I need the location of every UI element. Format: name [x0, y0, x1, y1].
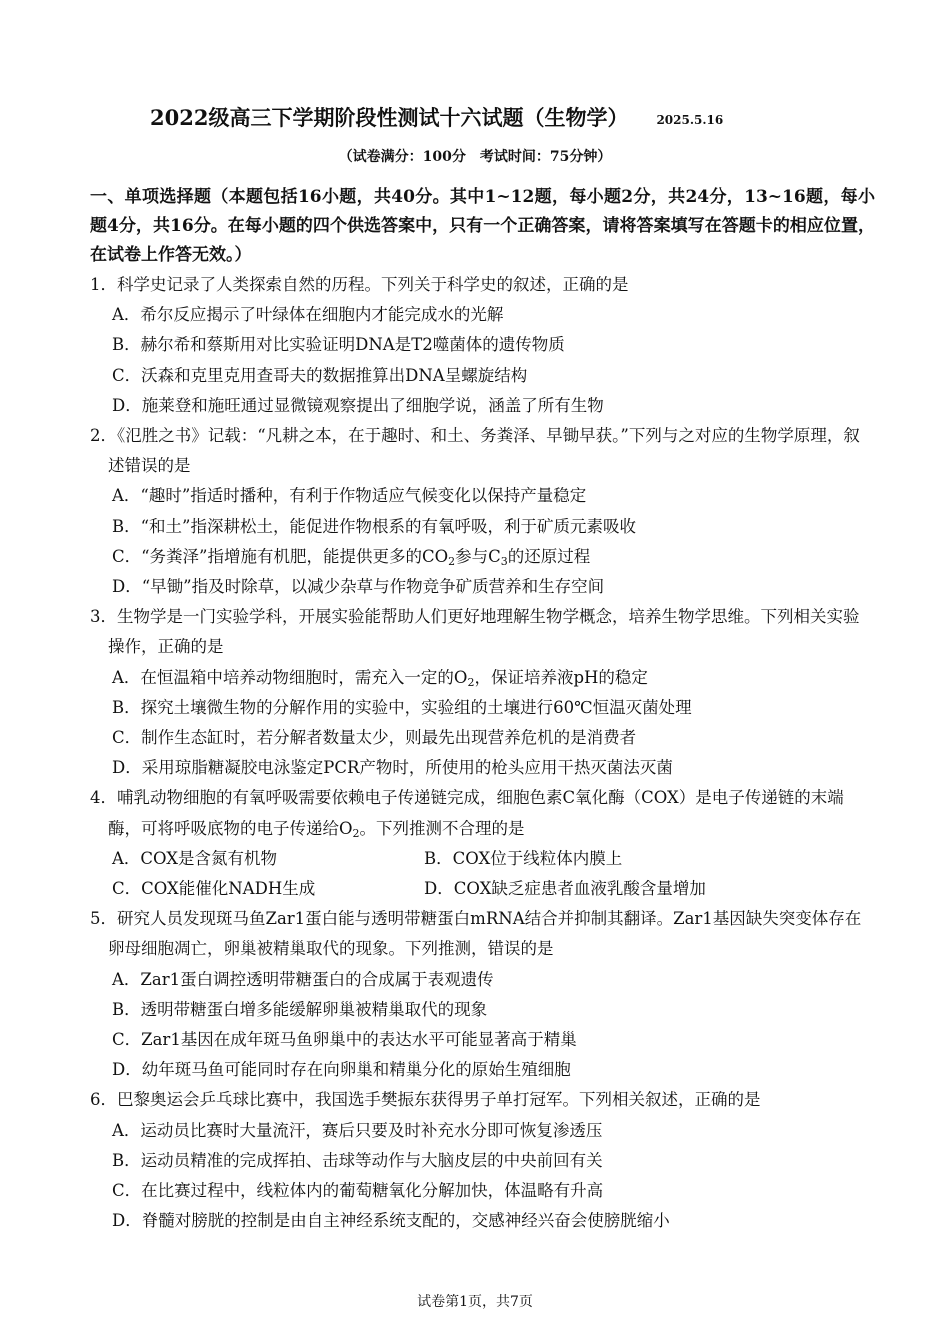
option-b: B．运动员精准的完成挥拍、击球等动作与大脑皮层的中央前回有关 — [112, 1150, 603, 1170]
question-4 — [90, 783, 875, 904]
option-b: B．赫尔希和蔡斯用对比实验证明DNA是T2噬菌体的遗传物质 — [112, 335, 565, 355]
exam-content — [90, 183, 875, 1237]
page-footer: 试卷第1页，共7页 — [417, 1294, 533, 1310]
option-a: A．Zar1蛋白调控透明带糖蛋白的合成属于表观遗传 — [112, 969, 494, 989]
option-d: D．COX缺乏症患者血液乳酸含量增加 — [424, 879, 706, 899]
question-stem: 6．巴黎奥运会乒乓球比赛中，我国选手樊振东获得男子单打冠军。下列相关叙述，正确的是 — [90, 1090, 761, 1110]
option-a: A．在恒温箱中培养动物细胞时，需充入一定的$O_2$，保证培养液pH的稳定 — [112, 667, 648, 689]
option-c: C．沃森和克里克用查哥夫的数据推算出DNA呈螺旋结构 — [112, 365, 528, 385]
option-c: C．COX能催化NADH生成 — [112, 879, 316, 899]
question-5 — [90, 904, 875, 1085]
option-row — [90, 874, 875, 904]
exam-title — [150, 102, 810, 132]
option-d: D．脊髓对膀胱的控制是由自主神经系统支配的，交感神经兴奋会使膀胱缩小 — [112, 1211, 670, 1231]
exam-subtitle: （试卷满分：100分 考试时间：75分钟） — [338, 149, 612, 165]
question-2 — [90, 421, 875, 602]
option-c: C．Zar1基因在成年斑马鱼卵巢中的表达水平可能显著高于精巢 — [112, 1030, 577, 1050]
option-b: B．COX位于线粒体内膜上 — [424, 848, 623, 868]
option-c: C．制作生态缸时，若分解者数量太少，则最先出现营养危机的是消费者 — [112, 728, 637, 748]
question-1 — [90, 270, 875, 421]
exam-date: 2025.5.16 — [656, 112, 724, 127]
option-a: A．希尔反应揭示了叶绿体在细胞内才能完成水的光解 — [112, 305, 504, 325]
question-3 — [90, 602, 875, 783]
option-d: D．采用琼脂糖凝胶电泳鉴定PCR产物时，所使用的枪头应用干热灭菌法灭菌 — [112, 758, 673, 778]
question-stem: 4．哺乳动物细胞的有氧呼吸需要依赖电子传递链完成，细胞色素C氧化酶（COX）是电子传递链的末端酶，可将呼吸底物的电子传递给$O_2$。下列推测不合理的是 — [90, 788, 844, 840]
option-b: B．透明带糖蛋白增多能缓解卵巢被精巢取代的现象 — [112, 999, 488, 1019]
option-b: B．“和土”指深耕松土，能促进作物根系的有氧呼吸，利于矿质元素吸收 — [112, 516, 636, 536]
option-row — [90, 844, 875, 874]
option-d: D．“早锄”指及时除草，以减少杂草与作物竞争矿质营养和生存空间 — [112, 577, 605, 597]
option-b: B．探究土壤微生物的分解作用的实验中，实验组的土壤进行60℃恒温灭菌处理 — [112, 697, 692, 717]
question-stem: 3．生物学是一门实验学科，开展实验能帮助人们更好地理解生物学概念，培养生物学思维。下列相关实验操作，正确的是 — [90, 607, 860, 657]
question-6 — [90, 1085, 875, 1236]
option-a: A．运动员比赛时大量流汗，赛后只要及时补充水分即可恢复渗透压 — [112, 1120, 603, 1140]
option-d: D．施莱登和施旺通过显微镜观察提出了细胞学说，涵盖了所有生物 — [112, 395, 604, 415]
title-text: 2022级高三下学期阶段性测试十六试题（生物学） — [150, 105, 629, 130]
option-a: A．COX是含氮有机物 — [112, 848, 278, 868]
option-c: C．在比赛过程中，线粒体内的葡萄糖氧化分解加快，体温略有升高 — [112, 1181, 604, 1201]
section-heading: 一、单项选择题（本题包括16小题，共40分。其中1~12题，每小题2分，共24分，13~16题，每小题4分，共16分。在每小题的四个供选答案中，只有一个正确答案，请将答案填写在答题卡的相应位置，在试卷上作答无效。） — [90, 187, 875, 265]
option-c: C．“务粪泽”指增施有机肥，能提供更多的$CO_2$参与$C_3$的还原过程 — [112, 546, 591, 568]
question-stem: 1．科学史记录了人类探索自然的历程。下列关于科学史的叙述，正确的是 — [90, 275, 629, 294]
question-stem: 2．《氾胜之书》记载：“凡耕之本，在于趣时、和土、务粪泽、早锄早获。”下列与之对应的生物学原理，叙述错误的是 — [90, 426, 860, 476]
option-a: A．“趣时”指适时播种，有利于作物适应气候变化以保持产量稳定 — [112, 486, 587, 506]
option-d: D．幼年斑马鱼可能同时存在向卵巢和精巢分化的原始生殖细胞 — [112, 1060, 571, 1080]
question-stem: 5．研究人员发现斑马鱼Zar1蛋白能与透明带糖蛋白mRNA结合并抑制其翻译。Zar1基因缺失突变体存在卵母细胞凋亡，卵巢被精巢取代的现象。下列推测，错误的是 — [90, 909, 862, 959]
